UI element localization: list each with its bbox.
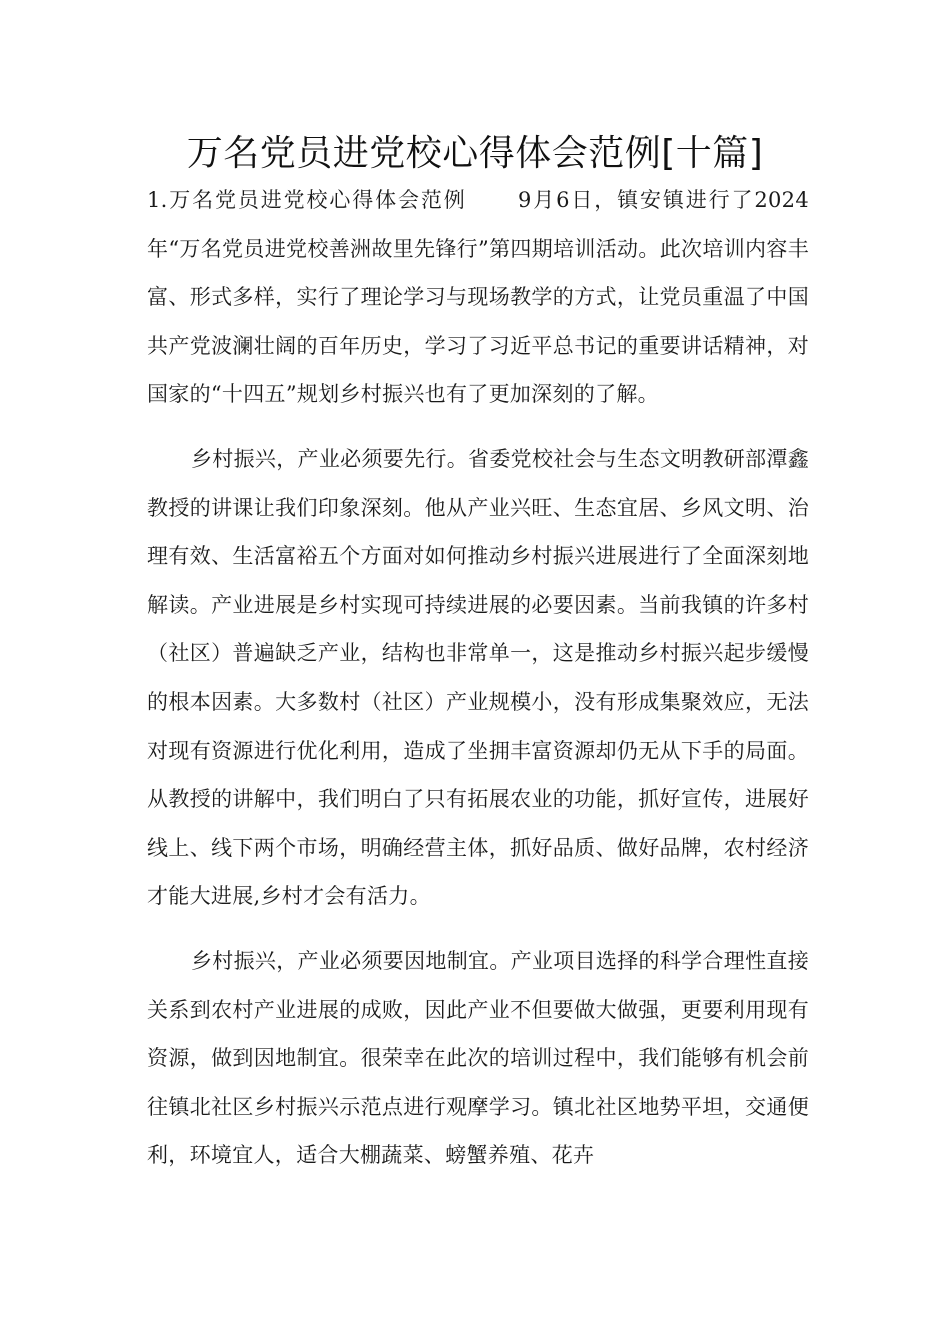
paragraph-gap [147,921,809,937]
paragraph-1-text: 9月6日，镇安镇进行了2024年“万名党员进党校善洲故里先锋行”第四期培训活动。此次培训内容丰富、形式多样，实行了理论学习与现场教学的方式，让党员重温了中国共产党波澜壮阔的百年历史，学习了习近平总书记的重要讲话精神，对国家的“十四五”规划乡村振兴也有了更加深刻的了解。 [147,188,809,407]
paragraph-1 [147,176,809,419]
paragraph-2: 乡村振兴，产业必须要先行。省委党校社会与生态文明教研部潭鑫教授的讲课让我们印象深刻。他从产业兴旺、生态宜居、乡风文明、治理有效、生活富裕五个方面对如何推动乡村振兴进展进行了全面深刻地解读。产业进展是乡村实现可持续进展的必要因素。当前我镇的许多村（社区）普遍缺乏产业，结构也非常单一，这是推动乡村振兴起步缓慢的根本因素。大多数村（社区）产业规模小，没有形成集聚效应，无法对现有资源进行优化利用，造成了坐拥丰富资源却仍无从下手的局面。从教授的讲解中，我们明白了只有拓展农业的功能，抓好宣传，进展好线上、线下两个市场，明确经营主体，抓好品质、做好品牌，农村经济才能大进展,乡村才会有活力。 [147,446,809,909]
section-heading: 1.万名党员进党校心得体会范例 [147,188,467,212]
heading-spacer [467,188,518,212]
paragraph-gap [147,419,809,435]
paragraph-3: 乡村振兴，产业必须要因地制宜。产业项目选择的科学合理性直接关系到农村产业进展的成败，因此产业不但要做大做强，更要利用现有资源，做到因地制宜。很荣幸在此次的培训过程中，我们能够有机会前往镇北社区乡村振兴示范点进行观摩学习。镇北社区地势平坦，交通便利，环境宜人，适合大棚蔬菜、螃蟹养殖、花卉 [147,948,809,1168]
document-body [147,176,809,1180]
document-title: 万名党员进党校心得体会范例[十篇] [186,133,764,174]
